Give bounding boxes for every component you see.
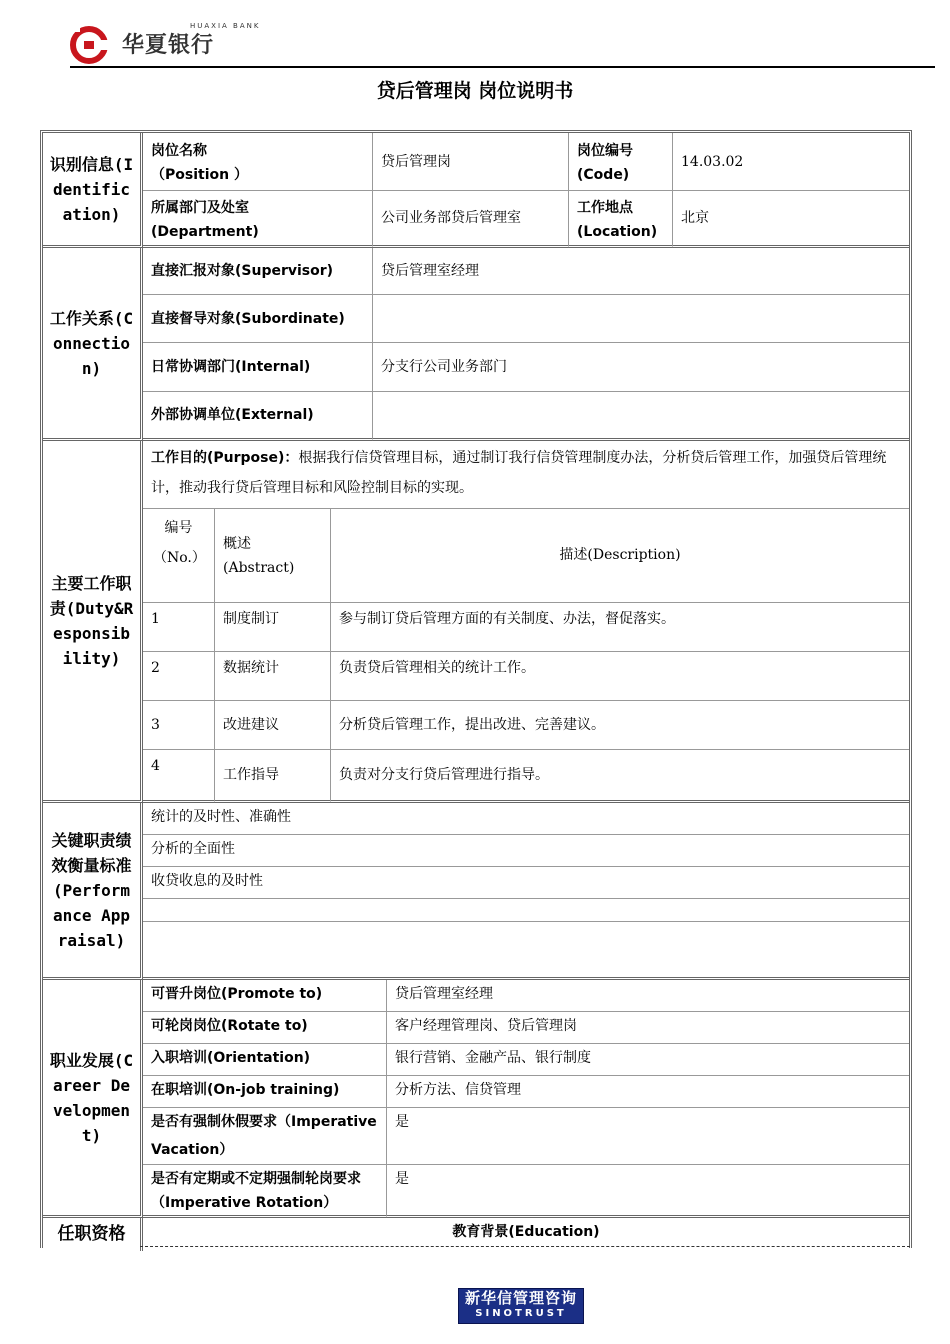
subordinate-label: 直接督导对象(Subordinate) (143, 295, 373, 343)
code-label-en: (Code) (577, 167, 630, 183)
vacation-label: 是否有强制休假要求（Imperative Vacation） (143, 1108, 387, 1165)
code-label-cell (569, 133, 673, 191)
duty-no: 2 (143, 652, 215, 701)
external-value (373, 392, 909, 441)
education-label: 教育背景(Education) (452, 1224, 600, 1240)
appraisal-item: 统计的及时性、准确性 (143, 803, 909, 835)
dept-label-cell (143, 191, 373, 248)
appraisal-item (143, 899, 909, 922)
duty-abstract: 数据统计 (215, 652, 331, 701)
rotation-label: 是否有定期或不定期强制轮岗要求（Imperative Rotation） (143, 1165, 387, 1218)
rotate-value: 客户经理管理岗、贷后管理岗 (387, 1012, 909, 1044)
appraisal-item: 收贷收息的及时性 (143, 867, 909, 899)
duty-abstract: 改进建议 (215, 701, 331, 750)
orientation-label: 入职培训(Orientation) (143, 1044, 387, 1076)
rotate-label: 可轮岗岗位(Rotate to) (143, 1012, 387, 1044)
duty-desc: 负责贷后管理相关的统计工作。 (331, 652, 909, 701)
sinotrust-logo (458, 1288, 584, 1324)
code-value: 14.03.02 (673, 133, 909, 191)
section-career: 职业发展(Career Development) (43, 980, 143, 1218)
position-label: 岗位名称 (151, 143, 207, 159)
duty-desc: 负责对分支行贷后管理进行指导。 (331, 750, 909, 803)
position-label-en: （Position ） (151, 167, 248, 183)
dept-label-en: (Department) (151, 224, 259, 240)
position-label-cell (143, 133, 373, 191)
duty-abstract: 工作指导 (215, 750, 331, 803)
location-value: 北京 (673, 191, 909, 248)
location-label-cell (569, 191, 673, 248)
purpose-label: 工作目的(Purpose)： (151, 450, 299, 466)
location-label-en: (Location) (577, 224, 658, 240)
duty-desc: 参与制订贷后管理方面的有关制度、办法，督促落实。 (331, 603, 909, 652)
col-no-header: 编号（No.） (143, 509, 215, 603)
section-connection: 工作关系(Connection) (43, 248, 143, 441)
duty-no: 1 (143, 603, 215, 652)
supervisor-value: 贷后管理室经理 (373, 248, 909, 295)
purpose-text: 根据我行信贷管理目标，通过制订我行信贷管理制度办法，分析贷后管理工作，加强贷后管理统计，推动我行贷后管理目标和风险控制目标的实现。 (151, 450, 887, 496)
appraisal-item: 分析的全面性 (143, 835, 909, 867)
duty-no: 4 (143, 750, 215, 803)
onjob-training-label: 在职培训(On-job training) (143, 1076, 387, 1108)
page-header (70, 18, 935, 68)
promote-label: 可晋升岗位(Promote to) (143, 980, 387, 1012)
duty-abstract: 制度制订 (215, 603, 331, 652)
external-label: 外部协调单位(External) (143, 392, 373, 441)
job-description-table (40, 130, 912, 1248)
section-duty: 主要工作职责(Duty&Responsibility) (43, 441, 143, 803)
subordinate-value (373, 295, 909, 343)
onjob-training-value: 分析方法、信贷管理 (387, 1076, 909, 1108)
section-appraisal: 关键职责绩效衡量标准(Performance Appraisal) (43, 803, 143, 980)
logo-chinese: 华夏银行 (122, 33, 215, 58)
promote-value: 贷后管理室经理 (387, 980, 909, 1012)
logo-english: HUAXIA BANK (190, 22, 261, 30)
col-abstract-header: 概述(Abstract) (215, 509, 331, 603)
section-identification: 识别信息(Identification) (43, 133, 143, 248)
appraisal-item (143, 922, 909, 980)
position-value: 贷后管理岗 (373, 133, 569, 191)
footer-logo-en: SINOTRUST (475, 1308, 567, 1319)
huaxia-bank-logo-icon (70, 26, 108, 64)
section-qualification: 任职资格 (43, 1218, 143, 1251)
location-label: 工作地点 (577, 200, 633, 216)
document-title: 贷后管理岗 岗位说明书 (376, 80, 574, 102)
purpose-cell (143, 441, 909, 509)
col-desc-header: 描述(Description) (331, 509, 909, 603)
code-label: 岗位编号 (577, 143, 633, 159)
dept-label: 所属部门及处室 (151, 200, 249, 216)
internal-label: 日常协调部门(Internal) (143, 343, 373, 392)
duty-desc: 分析贷后管理工作，提出改进、完善建议。 (331, 701, 909, 750)
vacation-value: 是 (387, 1108, 909, 1165)
orientation-value: 银行营销、金融产品、银行制度 (387, 1044, 909, 1076)
duty-no: 3 (143, 701, 215, 750)
rotation-value: 是 (387, 1165, 909, 1218)
supervisor-label: 直接汇报对象(Supervisor) (143, 248, 373, 295)
page-break-line (140, 1246, 910, 1247)
internal-value: 分支行公司业务部门 (373, 343, 909, 392)
dept-value: 公司业务部贷后管理室 (373, 191, 569, 248)
footer-logo-cn: 新华信管理咨询 (464, 1289, 577, 1307)
